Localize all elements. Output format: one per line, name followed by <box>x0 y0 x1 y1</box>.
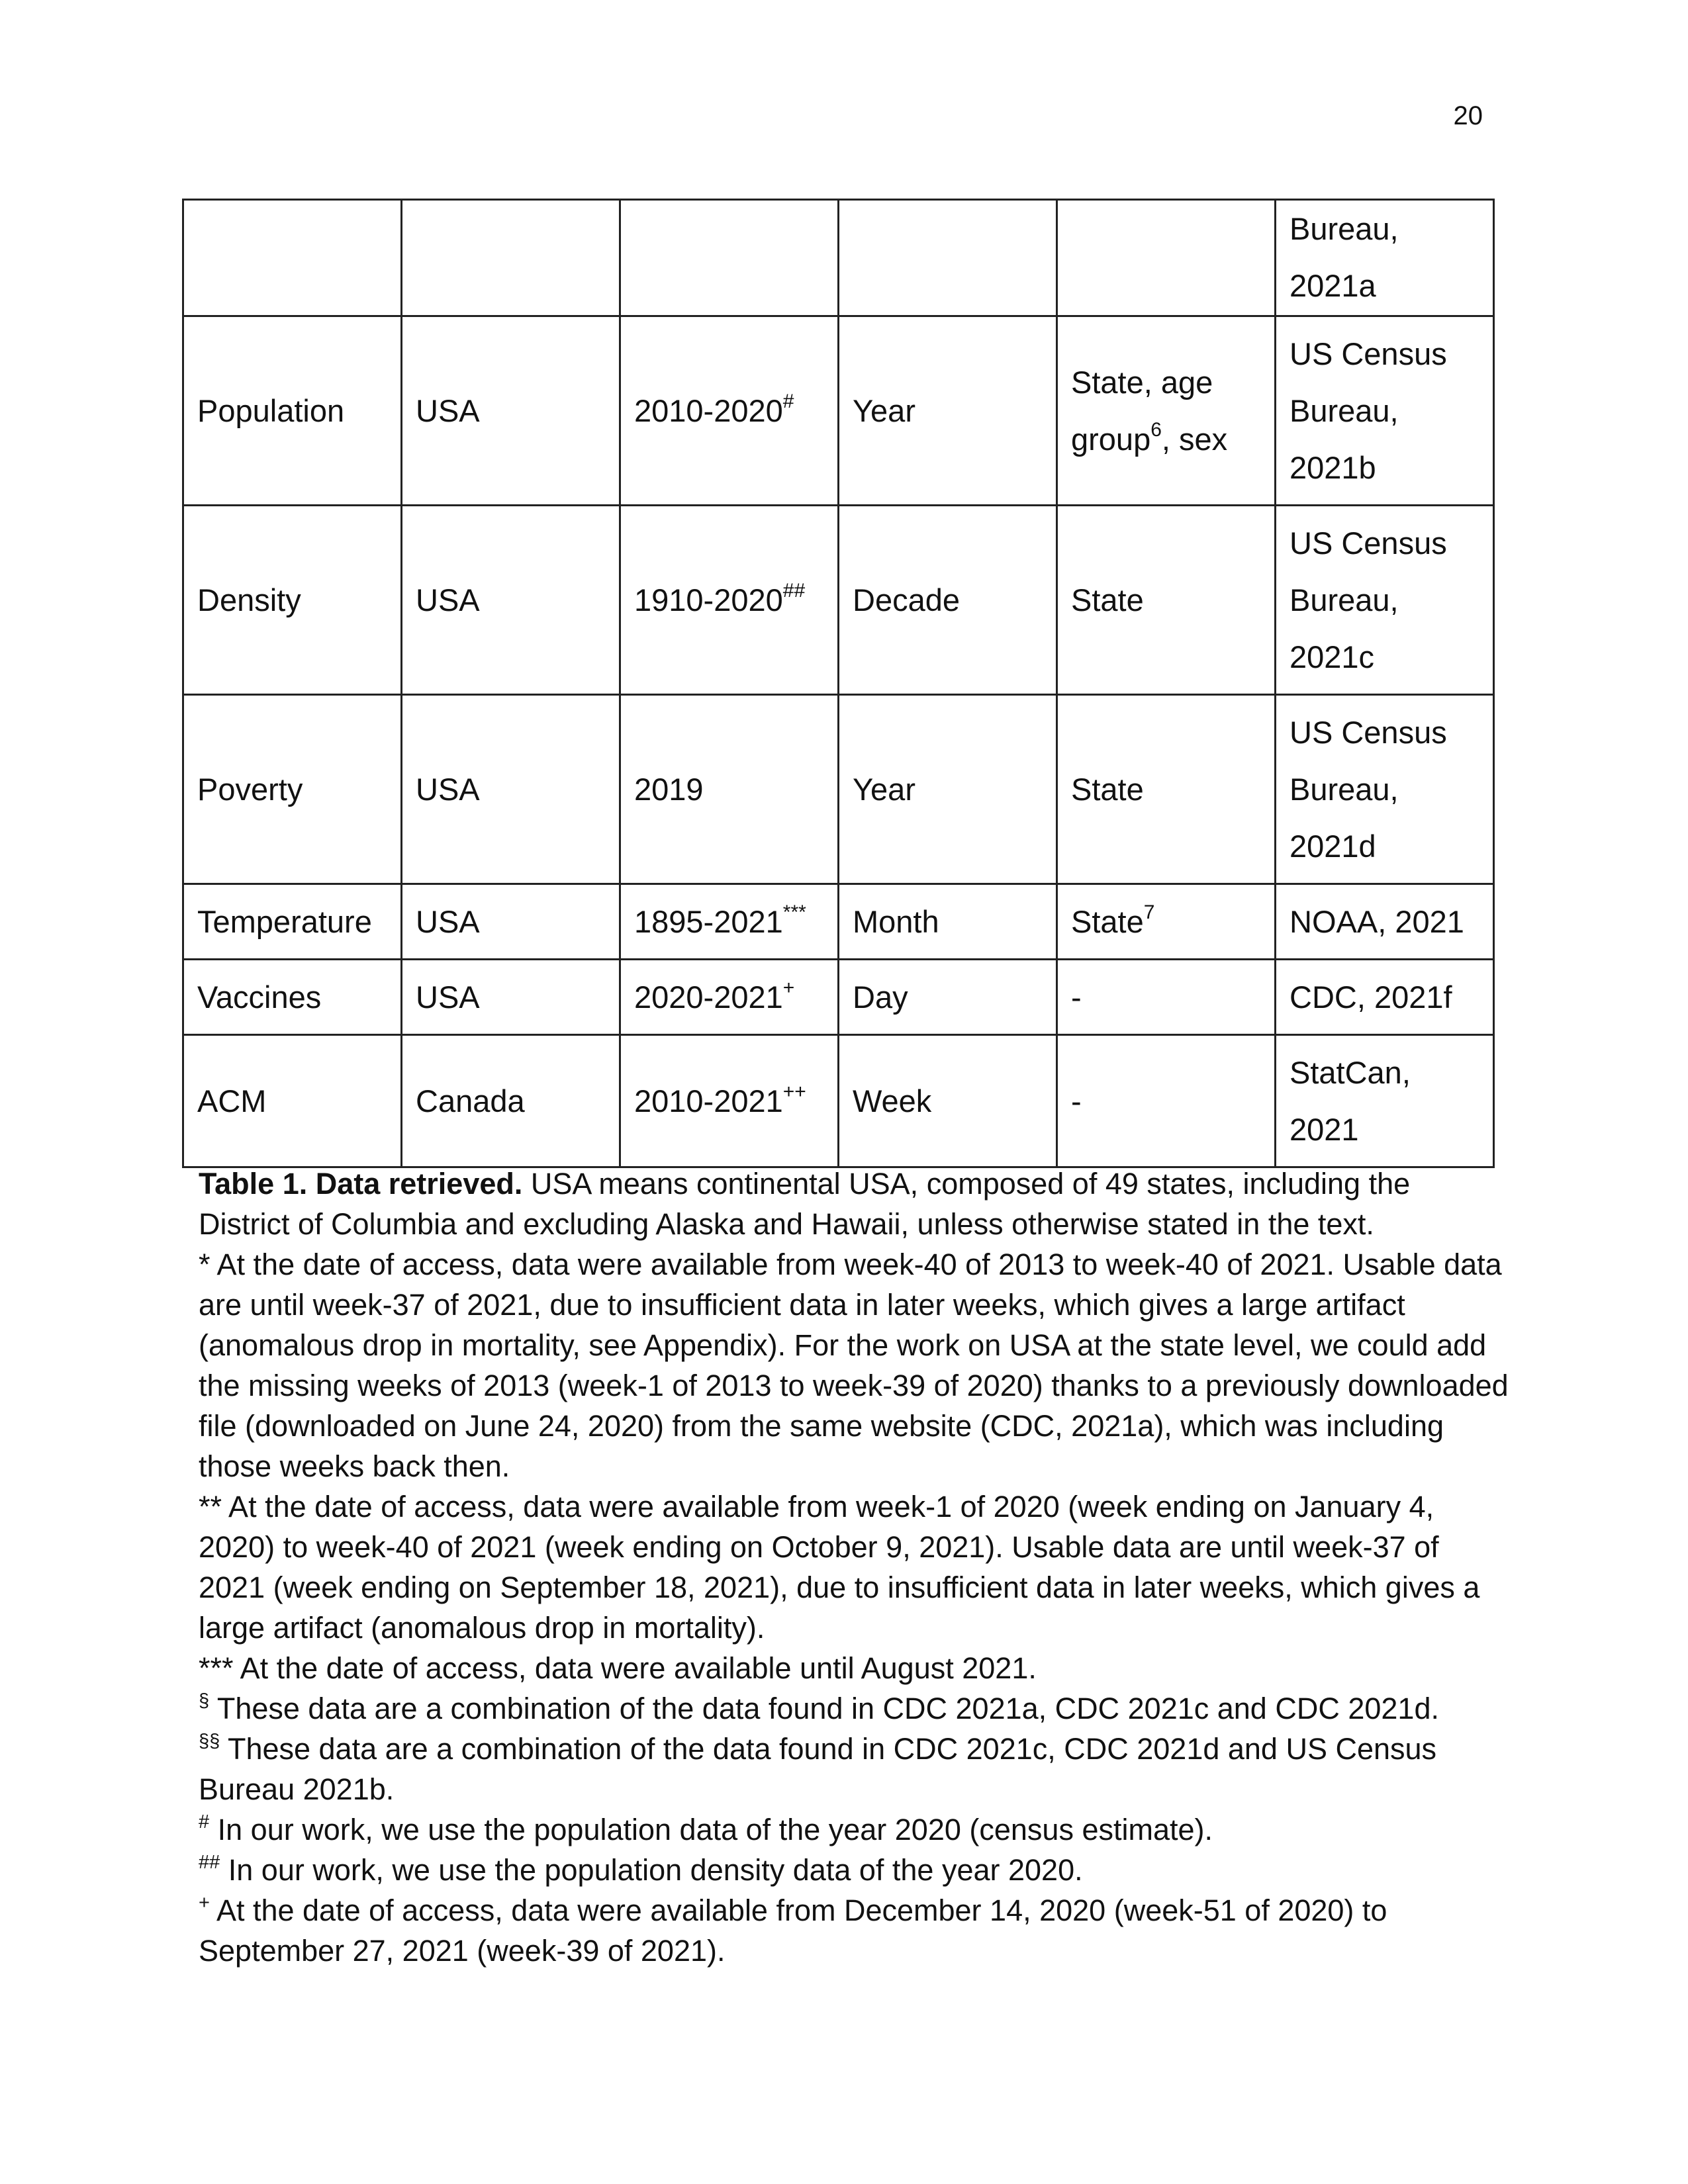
page-number: 20 <box>1453 101 1483 130</box>
cell-source <box>1276 316 1494 506</box>
cell-region <box>402 200 620 316</box>
cell-period <box>620 695 839 884</box>
period-footnote-mark: + <box>782 976 795 999</box>
footnote-marker: * <box>199 1248 211 1281</box>
data-table <box>182 199 1495 1168</box>
cell-data: Temperature <box>183 884 402 960</box>
cell-period <box>620 1035 839 1167</box>
cell-source <box>1276 884 1494 960</box>
cell-source <box>1276 1035 1494 1167</box>
cell-data: ACM <box>183 1035 402 1167</box>
stratification-text: - <box>1071 1083 1082 1118</box>
cell-data: Poverty <box>183 695 402 884</box>
period-footnote-mark: ++ <box>782 1080 806 1103</box>
caption-notes <box>199 1244 1509 1971</box>
period-footnote-mark: ## <box>782 579 806 602</box>
period-footnote-mark: # <box>782 390 794 412</box>
cell-stratification <box>1057 200 1276 316</box>
cell-region: Canada <box>402 1035 620 1167</box>
table-row <box>183 884 1494 960</box>
footnote-marker: + <box>199 1892 210 1913</box>
footnote-marker: ** <box>199 1490 222 1524</box>
cell-data: Vaccines <box>183 960 402 1035</box>
caption-title: Table 1. Data retrieved. <box>199 1167 523 1201</box>
period-text: 2019 <box>634 771 704 807</box>
stratification-text: State <box>1071 771 1144 807</box>
caption-intro <box>199 1163 1509 1244</box>
source-line: Bureau, <box>1289 211 1399 246</box>
source-line: 2021 <box>1289 1111 1359 1147</box>
period-text: 2020-2021 <box>634 979 783 1015</box>
footnote <box>199 1729 1509 1809</box>
stratification-text: - <box>1071 979 1082 1015</box>
source-line: US Census <box>1289 525 1447 561</box>
footnote-marker: *** <box>199 1651 234 1685</box>
period-text: 2010-2020 <box>634 392 783 428</box>
cell-source <box>1276 200 1494 316</box>
cell-period <box>620 960 839 1035</box>
footnote <box>199 1244 1509 1486</box>
cell-data: Density <box>183 506 402 695</box>
footnote-marker: §§ <box>199 1731 220 1752</box>
cell-region: USA <box>402 506 620 695</box>
table-row <box>183 695 1494 884</box>
cell-stratification <box>1057 884 1276 960</box>
footnote <box>199 1809 1509 1850</box>
cell-stratification <box>1057 1035 1276 1167</box>
stratification-footnote-mark: 7 <box>1143 901 1155 923</box>
cell-resolution: Day <box>839 960 1057 1035</box>
stratification-text: State <box>1071 903 1144 939</box>
stratification-line <box>1071 411 1261 468</box>
cell-stratification <box>1057 960 1276 1035</box>
footnote-marker: § <box>199 1690 210 1711</box>
footnote-text: At the date of access, data were available from week-40 of 2013 to week-40 of 2021. Usable data are until week-37 of 2021, due to insufficient data in later weeks, which gives a large artifact (anomalous drop in mortality, see Appendix). For the work on USA at the state level, we could add the missing weeks of 2013 (week-1 of 2013 to week-39 of 2020) thanks to a previously downloaded file (downloaded on June 24, 2020) from the same website (CDC, 2021a), which was including those weeks back then. <box>199 1248 1509 1483</box>
footnote-text: In our work, we use the population density data of the year 2020. <box>220 1853 1083 1887</box>
cell-period <box>620 506 839 695</box>
cell-stratification <box>1057 316 1276 506</box>
stratification-line: State, age <box>1071 364 1213 400</box>
cell-data <box>183 200 402 316</box>
table-row <box>183 316 1494 506</box>
source-line: Bureau, <box>1289 392 1399 428</box>
cell-region: USA <box>402 884 620 960</box>
cell-region: USA <box>402 960 620 1035</box>
source-line: 2021d <box>1289 828 1376 864</box>
source-line: Bureau, <box>1289 582 1399 617</box>
footnote <box>199 1850 1509 1890</box>
table-row <box>183 960 1494 1035</box>
footnote-marker: # <box>199 1811 210 1833</box>
period-text: 1910-2020 <box>634 582 783 617</box>
stratification-footnote-mark: 6 <box>1150 418 1162 441</box>
source-line: 2021b <box>1289 449 1376 485</box>
footnote-text: At the date of access, data were available from December 14, 2020 (week-51 of 2020) to September 27, 2021 (week-39 of 2021). <box>199 1893 1387 1968</box>
cell-source <box>1276 960 1494 1035</box>
cell-stratification <box>1057 506 1276 695</box>
table-row <box>183 506 1494 695</box>
period-text: 2010-2021 <box>634 1083 783 1118</box>
source-line: 2021c <box>1289 639 1375 674</box>
cell-resolution: Year <box>839 695 1057 884</box>
footnote <box>199 1486 1509 1648</box>
cell-resolution: Decade <box>839 506 1057 695</box>
stratification-text: group <box>1071 421 1151 457</box>
caption-intro-text: USA means continental USA, composed of 49 states, including the District of Columbia and excluding Alaska and Hawaii, unless otherwise stated in the text. <box>199 1167 1411 1241</box>
source-line: StatCan, <box>1289 1054 1411 1090</box>
cell-resolution: Month <box>839 884 1057 960</box>
source-line: NOAA, 2021 <box>1289 903 1464 939</box>
footnote-text: In our work, we use the population data of the year 2020 (census estimate). <box>209 1813 1213 1846</box>
cell-region: USA <box>402 695 620 884</box>
cell-source <box>1276 695 1494 884</box>
source-line: US Census <box>1289 714 1447 750</box>
cell-data: Population <box>183 316 402 506</box>
cell-source <box>1276 506 1494 695</box>
cell-stratification <box>1057 695 1276 884</box>
source-line: 2021a <box>1289 268 1376 303</box>
cell-resolution <box>839 200 1057 316</box>
source-line: CDC, 2021f <box>1289 979 1452 1015</box>
cell-period <box>620 200 839 316</box>
cell-resolution: Year <box>839 316 1057 506</box>
source-line: US Census <box>1289 336 1447 371</box>
footnote <box>199 1890 1509 1971</box>
period-footnote-mark: *** <box>782 901 806 923</box>
footnote-text: At the date of access, data were available until August 2021. <box>233 1651 1037 1685</box>
footnote-text: At the date of access, data were available from week-1 of 2020 (week ending on January 4, 2020) to week-40 of 2021 (week ending on October 9, 2021). Usable data are until week-37 of 2021 (week ending on September 18, 2021), due to insufficient data in later weeks, which gives a large artifact (anomalous drop in mortality). <box>199 1490 1480 1645</box>
table-row <box>183 200 1494 316</box>
footnote <box>199 1648 1509 1688</box>
table-caption <box>199 1163 1509 1971</box>
cell-period <box>620 316 839 506</box>
footnote <box>199 1688 1509 1729</box>
footnote-text: These data are a combination of the data found in CDC 2021a, CDC 2021c and CDC 2021d. <box>209 1692 1439 1725</box>
period-text: 1895-2021 <box>634 903 783 939</box>
cell-resolution: Week <box>839 1035 1057 1167</box>
footnote-marker: ## <box>199 1852 220 1873</box>
stratification-suffix: , sex <box>1161 421 1228 457</box>
stratification-text: State <box>1071 582 1144 617</box>
source-line: Bureau, <box>1289 771 1399 807</box>
table-row <box>183 1035 1494 1167</box>
cell-period <box>620 884 839 960</box>
cell-region: USA <box>402 316 620 506</box>
footnote-text: These data are a combination of the data found in CDC 2021c, CDC 2021d and US Census Bureau 2021b. <box>199 1732 1437 1806</box>
